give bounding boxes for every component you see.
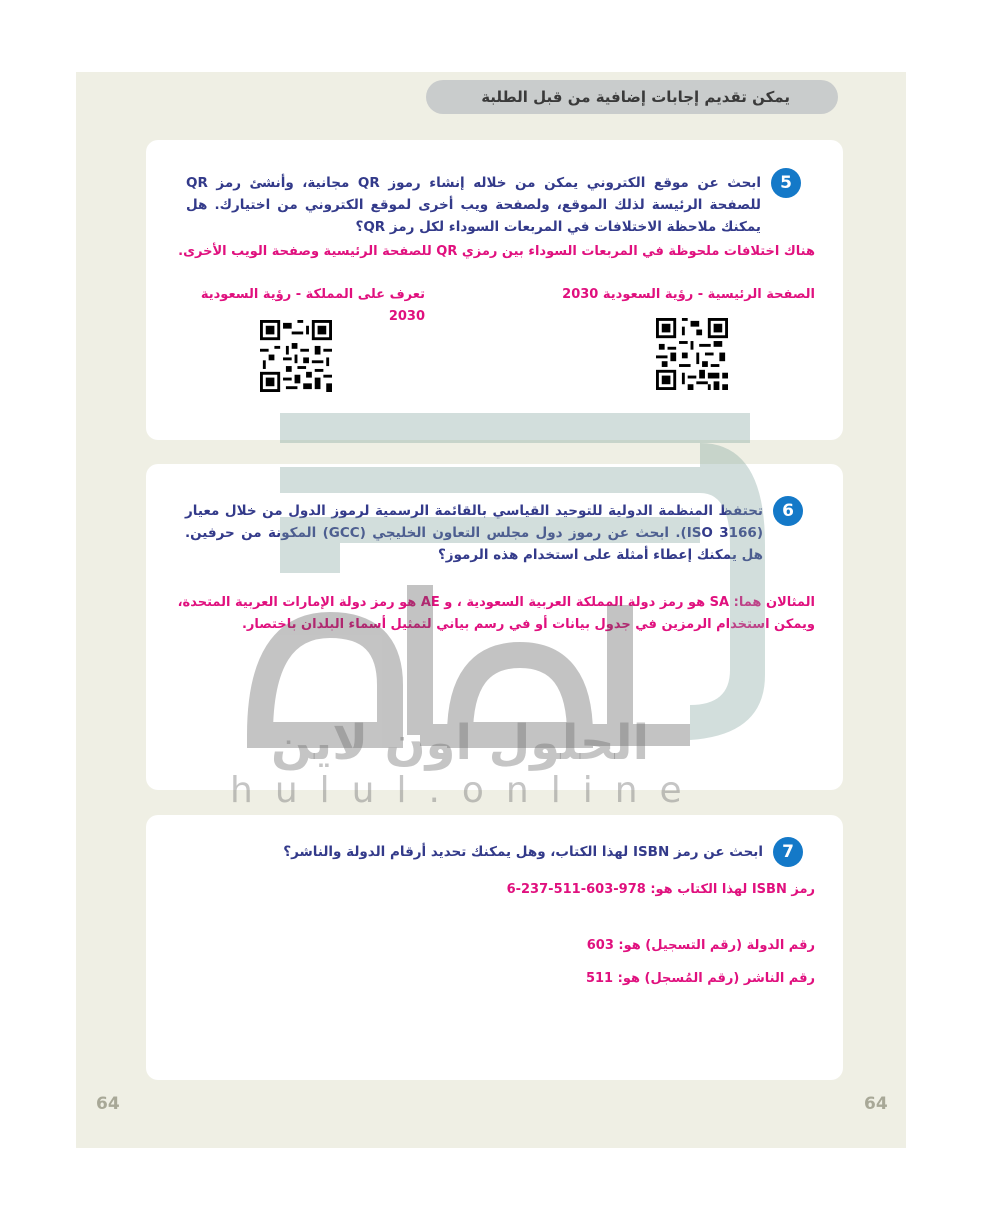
page-number-right: 64 bbox=[864, 1094, 888, 1114]
question-6-answer: المثالان هما: SA هو رمز دولة المملكة العربية السعودية ، و AE هو رمز دولة الإمارات العربية المتحدة، ويمكن استخدام الرمزين في جدول بيانات أو في رسم بياني لتمثيل أسماء البلدان باختصار. bbox=[177, 595, 815, 632]
question-5-number: 5 bbox=[771, 168, 801, 198]
question-7-text: ابحث عن رمز ISBN لهذا الكتاب، وهل يمكنك تحديد أرقام الدولة والناشر؟ bbox=[283, 844, 763, 860]
publisher-number-line: رقم الناشر (رقم المُسجل) هو: 511 bbox=[585, 971, 815, 986]
page-number-left: 64 bbox=[96, 1094, 120, 1114]
qr-code-about-kingdom-icon bbox=[260, 320, 332, 392]
watermark-latin-text: hulul.online bbox=[230, 770, 704, 811]
question-7-card bbox=[146, 815, 843, 1080]
isbn-line: رمز ISBN لهذا الكتاب هو: 978-603-511-237-6 bbox=[506, 882, 815, 897]
qr-label-about-kingdom: تعرف على المملكة - رؤية السعودية 2030 bbox=[200, 287, 425, 324]
question-7-number: 7 bbox=[773, 837, 803, 867]
question-5-text: ابحث عن موقع الكتروني يمكن من خلاله إنشاء رموز QR مجانية، وأنشئ رمز QR للصفحة الرئيسة لذلك الموقع، ولصفحة ويب أخرى لموقع الكتروني من اختيارك. هل يمكنك ملاحظة الاختلافات في المربعات السوداء لكل رمز QR؟ bbox=[186, 175, 762, 235]
watermark-arabic-text: الحلول اون لاين bbox=[270, 715, 650, 771]
country-number-line: رقم الدولة (رقم التسجيل) هو: 603 bbox=[586, 938, 815, 953]
question-5-card bbox=[146, 140, 843, 440]
question-6-number: 6 bbox=[773, 496, 803, 526]
question-5-answer: هناك اختلافات ملحوظة في المربعات السوداء بين رمزي QR للصفحة الرئيسية وصفحة الويب الأخرى. bbox=[178, 244, 815, 259]
additional-answers-banner: يمكن تقديم إجابات إضافية من قبل الطلبة bbox=[426, 80, 838, 114]
question-6-text: تحتفظ المنظمة الدولية للتوحيد القياسي بالقائمة الرسمية لرموز الدول من خلال معيار (ISO 3166). ابحث عن رموز دول مجلس التعاون الخليجي (GCC) المكونة من حرفين. هل يمكنك إعطاء أمثلة على استخدام هذه الرموز؟ bbox=[185, 503, 763, 563]
qr-label-homepage: الصفحة الرئيسية - رؤية السعودية 2030 bbox=[562, 287, 815, 302]
qr-code-homepage-icon bbox=[656, 318, 728, 390]
